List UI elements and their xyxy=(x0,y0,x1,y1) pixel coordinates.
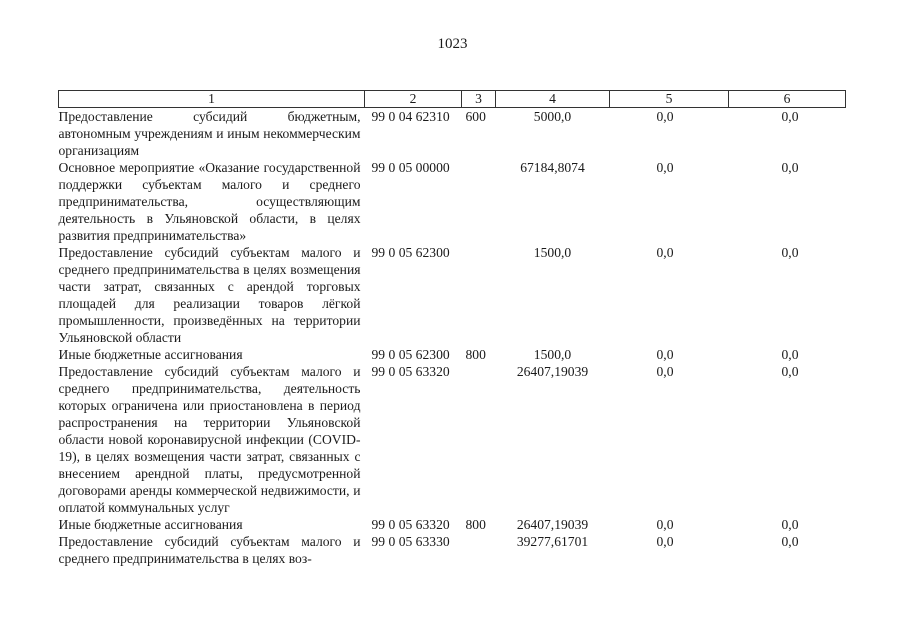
column-header: 6 xyxy=(729,91,846,108)
table-row xyxy=(59,516,846,533)
row-value-6: 0,0 xyxy=(781,109,799,124)
row-expense-type: 600 xyxy=(465,109,486,124)
row-value-6: 0,0 xyxy=(781,347,799,362)
row-value-6: 0,0 xyxy=(781,517,799,532)
budget-table xyxy=(58,90,846,567)
row-expense-type: 800 xyxy=(465,347,486,362)
column-header: 3 xyxy=(462,91,496,108)
row-expense-type xyxy=(462,159,496,244)
row-code: 99 0 04 62310 xyxy=(371,109,450,124)
row-name: Иные бюджетные ассигнования xyxy=(58,517,243,532)
row-name: Предоставление субсидий субъектам малого и среднего предпринимательства в целях воз- xyxy=(58,534,361,566)
table-row xyxy=(59,346,846,363)
row-value-6: 0,0 xyxy=(781,160,799,175)
row-value-6: 0,0 xyxy=(781,245,799,260)
row-code: 99 0 05 62300 xyxy=(371,245,450,260)
header-row xyxy=(59,91,846,108)
row-expense-type xyxy=(462,363,496,516)
column-header: 5 xyxy=(610,91,729,108)
row-value-5: 0,0 xyxy=(656,109,674,124)
row-name: Основное мероприятие «Оказание государственной поддержки субъектам малого и среднего предпринимательства, осуществляющим деятельность в Ульяновской области, в целях развития предпринимательства» xyxy=(58,160,361,243)
row-code: 99 0 05 63320 xyxy=(371,517,450,532)
row-expense-type xyxy=(462,244,496,346)
row-name: Предоставление субсидий субъектам малого и среднего предпринимательства в целях возмещения части затрат, связанных с арендой торговых площадей для реализации товаров лёгкой промышленности, произведённых на территории Ульяновской области xyxy=(58,245,361,345)
table-header xyxy=(59,91,846,108)
row-value-5: 0,0 xyxy=(656,160,674,175)
row-amount: 1500,0 xyxy=(533,245,572,260)
table-row xyxy=(59,363,846,516)
row-code: 99 0 05 63330 xyxy=(371,534,450,549)
row-amount: 39277,61701 xyxy=(516,534,589,549)
column-header: 2 xyxy=(365,91,462,108)
column-header: 4 xyxy=(496,91,610,108)
row-value-6: 0,0 xyxy=(781,534,799,549)
row-amount: 67184,8074 xyxy=(520,160,585,175)
row-expense-type: 800 xyxy=(465,517,486,532)
row-name: Иные бюджетные ассигнования xyxy=(58,347,243,362)
row-expense-type xyxy=(462,533,496,567)
table-row xyxy=(59,159,846,244)
row-value-5: 0,0 xyxy=(656,347,674,362)
row-value-6: 0,0 xyxy=(781,364,799,379)
row-value-5: 0,0 xyxy=(656,534,674,549)
table-row xyxy=(59,244,846,346)
row-amount: 26407,19039 xyxy=(516,517,589,532)
row-name: Предоставление субсидий бюджетным, автономным учреждениям и иным некоммерческим организациям xyxy=(58,109,361,158)
row-amount: 5000,0 xyxy=(533,109,572,124)
row-code: 99 0 05 62300 xyxy=(371,347,450,362)
page-number: 1023 xyxy=(437,36,468,52)
row-value-5: 0,0 xyxy=(656,364,674,379)
table-body xyxy=(59,108,846,568)
column-header: 1 xyxy=(59,91,365,108)
row-amount: 1500,0 xyxy=(533,347,572,362)
row-code: 99 0 05 63320 xyxy=(371,364,450,379)
row-name: Предоставление субсидий субъектам малого и среднего предпринимательства, деятельность которых ограничена или приостановлена в период распространения на территории Ульяновской области новой коронавирусной инфекции (COVID-19), в целях возмещения части затрат, связанных с внесением арендной платы, предусмотренной договорами аренды коммерческой недвижимости, и оплатой коммунальных услуг xyxy=(58,364,361,515)
row-amount: 26407,19039 xyxy=(516,364,589,379)
row-value-5: 0,0 xyxy=(656,517,674,532)
table-row xyxy=(59,108,846,160)
row-code: 99 0 05 00000 xyxy=(371,160,450,175)
row-value-5: 0,0 xyxy=(656,245,674,260)
table-row xyxy=(59,533,846,567)
